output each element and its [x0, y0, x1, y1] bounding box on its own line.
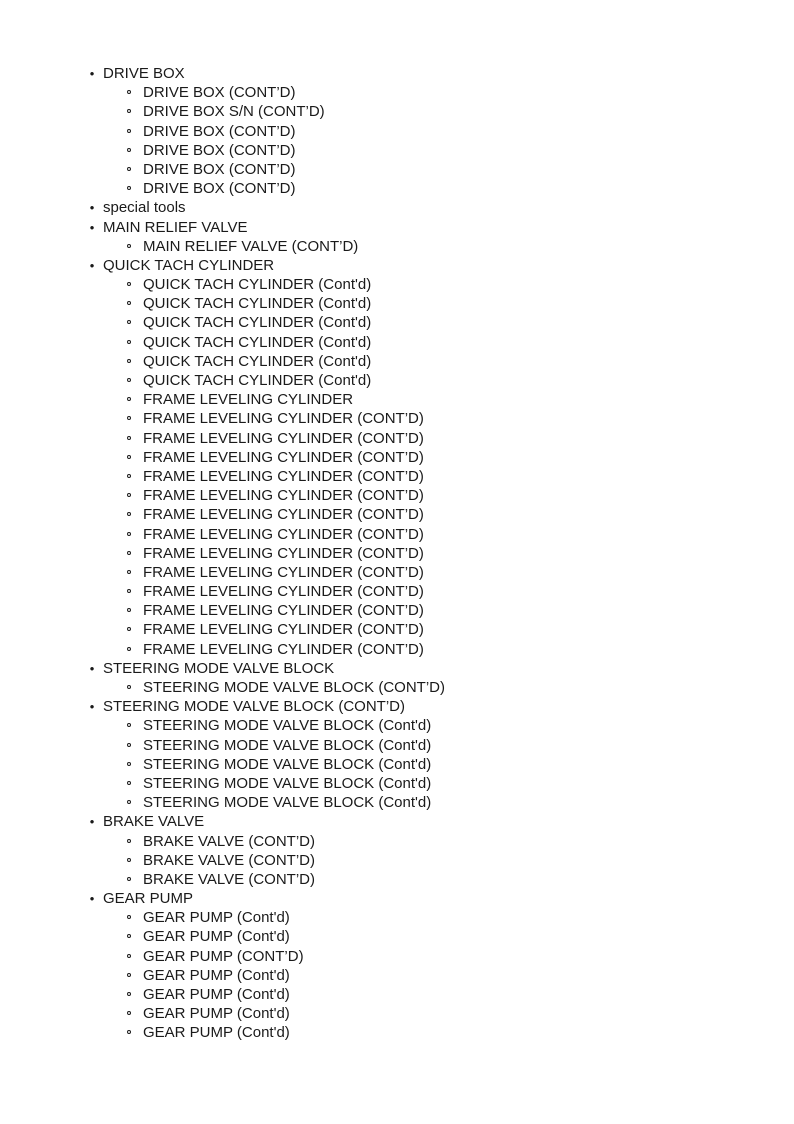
bullet-icon: • [89, 660, 95, 676]
toc-subsection-title: DRIVE BOX (CONT’D) [143, 84, 296, 102]
bullet-icon: • [89, 814, 95, 830]
circle-bullet-icon [127, 551, 131, 555]
toc-subsection-entry[interactable] [0, 525, 794, 544]
bullet-icon: • [89, 66, 95, 81]
toc-subsection-list [0, 716, 794, 812]
toc-subsection-title: GEAR PUMP (Cont'd) [143, 966, 290, 984]
toc-subsection-entry[interactable] [0, 927, 794, 946]
toc-subsection-entry[interactable] [0, 409, 794, 428]
toc-subsection-entry[interactable] [0, 966, 794, 985]
toc-subsection-title: FRAME LEVELING CYLINDER (CONT’D) [143, 467, 424, 485]
circle-bullet-icon [127, 877, 131, 881]
circle-bullet-icon [127, 378, 131, 382]
circle-bullet-icon [127, 858, 131, 862]
toc-subsection-title: BRAKE VALVE (CONT’D) [143, 851, 315, 869]
toc-section [0, 697, 794, 812]
toc-section-title: STEERING MODE VALVE BLOCK [103, 659, 335, 677]
toc-subsection-entry[interactable] [0, 237, 794, 256]
circle-bullet-icon [127, 320, 131, 324]
circle-bullet-icon [127, 973, 131, 977]
toc-section-title: QUICK TACH CYLINDER [103, 256, 275, 274]
toc-subsection-title: QUICK TACH CYLINDER (Cont'd) [143, 372, 372, 389]
circle-bullet-icon [127, 1030, 131, 1034]
toc-subsection-title: FRAME LEVELING CYLINDER (CONT’D) [143, 640, 424, 658]
circle-bullet-icon [127, 167, 131, 171]
toc-subsection-title: QUICK TACH CYLINDER (Cont'd) [143, 276, 372, 294]
toc-subsection-title: FRAME LEVELING CYLINDER (CONT’D) [143, 506, 424, 524]
toc-subsection-entry[interactable] [0, 371, 794, 390]
toc-subsection-list [0, 908, 794, 1042]
toc-subsection-list [0, 275, 794, 659]
toc-subsection-entry[interactable] [0, 467, 794, 486]
toc-section-title: GEAR PUMP [103, 890, 194, 908]
toc-subsection-entry[interactable] [0, 620, 794, 639]
toc-subsection-entry[interactable] [0, 352, 794, 371]
toc-section-entry[interactable] [0, 659, 794, 678]
circle-bullet-icon [127, 397, 131, 401]
circle-bullet-icon [127, 839, 131, 843]
toc-subsection-title: STEERING MODE VALVE BLOCK (CONT’D) [143, 679, 445, 696]
toc-subsection-entry[interactable] [0, 774, 794, 793]
toc-subsection-entry[interactable] [0, 390, 794, 409]
toc-subsection-entry[interactable] [0, 160, 794, 179]
toc-subsection-entry[interactable] [0, 122, 794, 141]
toc-section-entry[interactable] [0, 256, 794, 275]
circle-bullet-icon [127, 244, 131, 248]
toc-subsection-entry[interactable] [0, 601, 794, 620]
circle-bullet-icon [127, 90, 131, 94]
circle-bullet-icon [127, 647, 131, 651]
circle-bullet-icon [127, 934, 131, 938]
toc-subsection-title: FRAME LEVELING CYLINDER (CONT’D) [143, 525, 424, 543]
circle-bullet-icon [127, 109, 131, 113]
toc-subsection-entry[interactable] [0, 313, 794, 332]
toc-section-entry[interactable] [0, 889, 794, 908]
toc-subsection-entry[interactable] [0, 505, 794, 524]
toc-subsection-entry[interactable] [0, 716, 794, 735]
toc-subsection-title: GEAR PUMP (CONT’D) [143, 947, 304, 965]
toc-subsection-title: MAIN RELIEF VALVE (CONT’D) [143, 237, 359, 255]
circle-bullet-icon [127, 762, 131, 766]
toc-subsection-entry[interactable] [0, 448, 794, 467]
toc-subsection-list [0, 83, 794, 198]
toc-section-title: special tools [103, 199, 186, 217]
toc-subsection-list [0, 237, 794, 256]
circle-bullet-icon [127, 532, 131, 536]
table-of-contents [0, 64, 794, 1043]
toc-subsection-list [0, 678, 794, 697]
toc-subsection-title: DRIVE BOX S/N (CONT’D) [143, 103, 325, 121]
toc-subsection-title: QUICK TACH CYLINDER (Cont'd) [143, 295, 372, 313]
bullet-icon: • [89, 200, 95, 216]
toc-subsection-entry[interactable] [0, 851, 794, 870]
toc-section-title: STEERING MODE VALVE BLOCK (CONT’D) [103, 698, 405, 716]
toc-subsection-entry[interactable] [0, 141, 794, 160]
toc-subsection-entry[interactable] [0, 755, 794, 774]
circle-bullet-icon [127, 455, 131, 459]
circle-bullet-icon [127, 992, 131, 996]
circle-bullet-icon [127, 512, 131, 516]
toc-subsection-entry[interactable] [0, 486, 794, 505]
circle-bullet-icon [127, 743, 131, 747]
toc-section-entry[interactable] [0, 697, 794, 716]
toc-section [0, 64, 794, 198]
toc-subsection-title: QUICK TACH CYLINDER (Cont'd) [143, 352, 372, 370]
toc-section-title: DRIVE BOX [103, 65, 185, 82]
toc-section-title: BRAKE VALVE [103, 813, 205, 831]
toc-subsection-entry[interactable] [0, 563, 794, 582]
toc-subsection-entry[interactable] [0, 793, 794, 812]
circle-bullet-icon [127, 359, 131, 363]
toc-subsection-title: GEAR PUMP (Cont'd) [143, 909, 290, 927]
toc-subsection-entry[interactable] [0, 83, 794, 102]
toc-subsection-entry[interactable] [0, 544, 794, 563]
toc-section [0, 218, 794, 256]
toc-subsection-title: DRIVE BOX (CONT’D) [143, 160, 296, 178]
toc-subsection-entry[interactable] [0, 985, 794, 1004]
toc-section-entry[interactable] [0, 198, 794, 217]
circle-bullet-icon [127, 416, 131, 420]
toc-subsection-entry[interactable] [0, 640, 794, 659]
toc-subsection-title: FRAME LEVELING CYLINDER (CONT’D) [143, 429, 424, 447]
toc-section [0, 198, 794, 217]
bullet-icon: • [89, 219, 95, 235]
toc-subsection-title: STEERING MODE VALVE BLOCK (Cont'd) [143, 736, 432, 754]
toc-subsection-entry[interactable] [0, 333, 794, 352]
toc-subsection-title: STEERING MODE VALVE BLOCK (Cont'd) [143, 717, 432, 735]
toc-subsection-title: FRAME LEVELING CYLINDER (CONT’D) [143, 621, 424, 639]
circle-bullet-icon [127, 954, 131, 958]
circle-bullet-icon [127, 340, 131, 344]
toc-section-entry[interactable] [0, 218, 794, 237]
toc-subsection-entry[interactable] [0, 275, 794, 294]
circle-bullet-icon [127, 436, 131, 440]
toc-section [0, 659, 794, 697]
circle-bullet-icon [127, 493, 131, 497]
circle-bullet-icon [127, 186, 131, 190]
bullet-icon: • [89, 699, 95, 715]
toc-subsection-title: QUICK TACH CYLINDER (Cont'd) [143, 333, 372, 351]
toc-subsection-title: FRAME LEVELING CYLINDER (CONT’D) [143, 563, 424, 581]
circle-bullet-icon [127, 129, 131, 133]
toc-subsection-title: FRAME LEVELING CYLINDER (CONT’D) [143, 544, 424, 562]
toc-section-entry[interactable] [0, 812, 794, 831]
toc-subsection-title: DRIVE BOX (CONT’D) [143, 180, 296, 198]
circle-bullet-icon [127, 627, 131, 631]
toc-subsection-title: STEERING MODE VALVE BLOCK (Cont'd) [143, 794, 432, 812]
toc-section [0, 812, 794, 889]
document-page [0, 64, 794, 1043]
circle-bullet-icon [127, 685, 131, 689]
circle-bullet-icon [127, 148, 131, 152]
toc-subsection-entry[interactable] [0, 736, 794, 755]
toc-subsection-entry[interactable] [0, 294, 794, 313]
toc-subsection-entry[interactable] [0, 582, 794, 601]
toc-subsection-title: FRAME LEVELING CYLINDER (CONT’D) [143, 583, 424, 601]
circle-bullet-icon [127, 608, 131, 612]
circle-bullet-icon [127, 1011, 131, 1015]
toc-subsection-title: BRAKE VALVE (CONT’D) [143, 832, 315, 850]
circle-bullet-icon [127, 781, 131, 785]
toc-subsection-entry[interactable] [0, 870, 794, 889]
toc-subsection-entry[interactable] [0, 908, 794, 927]
toc-section-entry[interactable] [0, 64, 794, 83]
toc-subsection-title: GEAR PUMP (Cont'd) [143, 1005, 290, 1023]
toc-section [0, 256, 794, 659]
bullet-icon: • [89, 257, 95, 273]
circle-bullet-icon [127, 915, 131, 919]
toc-subsection-entry[interactable] [0, 832, 794, 851]
toc-subsection-entry[interactable] [0, 429, 794, 448]
circle-bullet-icon [127, 800, 131, 804]
toc-subsection-title: GEAR PUMP (Cont'd) [143, 1024, 290, 1042]
bullet-icon: • [89, 891, 95, 907]
toc-subsection-title: GEAR PUMP (Cont'd) [143, 928, 290, 946]
toc-subsection-entry[interactable] [0, 179, 794, 198]
toc-subsection-title: FRAME LEVELING CYLINDER (CONT’D) [143, 602, 424, 620]
toc-section [0, 889, 794, 1043]
circle-bullet-icon [127, 301, 131, 305]
toc-subsection-title: STEERING MODE VALVE BLOCK (Cont'd) [143, 755, 432, 773]
toc-subsection-title: FRAME LEVELING CYLINDER [143, 391, 354, 409]
toc-subsection-title: FRAME LEVELING CYLINDER (CONT’D) [143, 448, 424, 466]
circle-bullet-icon [127, 282, 131, 286]
toc-subsection-title: DRIVE BOX (CONT’D) [143, 122, 296, 140]
toc-subsection-entry[interactable] [0, 1004, 794, 1023]
toc-subsection-entry[interactable] [0, 102, 794, 121]
toc-subsection-entry[interactable] [0, 678, 794, 697]
toc-subsection-title: FRAME LEVELING CYLINDER (CONT’D) [143, 487, 424, 505]
circle-bullet-icon [127, 570, 131, 574]
toc-subsection-entry[interactable] [0, 947, 794, 966]
circle-bullet-icon [127, 589, 131, 593]
toc-subsection-title: DRIVE BOX (CONT’D) [143, 141, 296, 159]
toc-section-title: MAIN RELIEF VALVE [103, 218, 248, 236]
toc-subsection-list [0, 832, 794, 890]
toc-subsection-title: STEERING MODE VALVE BLOCK (Cont'd) [143, 774, 432, 792]
toc-subsection-title: QUICK TACH CYLINDER (Cont'd) [143, 314, 372, 332]
circle-bullet-icon [127, 474, 131, 478]
toc-subsection-title: BRAKE VALVE (CONT’D) [143, 870, 315, 888]
toc-subsection-title: FRAME LEVELING CYLINDER (CONT’D) [143, 410, 424, 428]
toc-subsection-title: GEAR PUMP (Cont'd) [143, 986, 290, 1003]
circle-bullet-icon [127, 723, 131, 727]
toc-subsection-entry[interactable] [0, 1023, 794, 1042]
